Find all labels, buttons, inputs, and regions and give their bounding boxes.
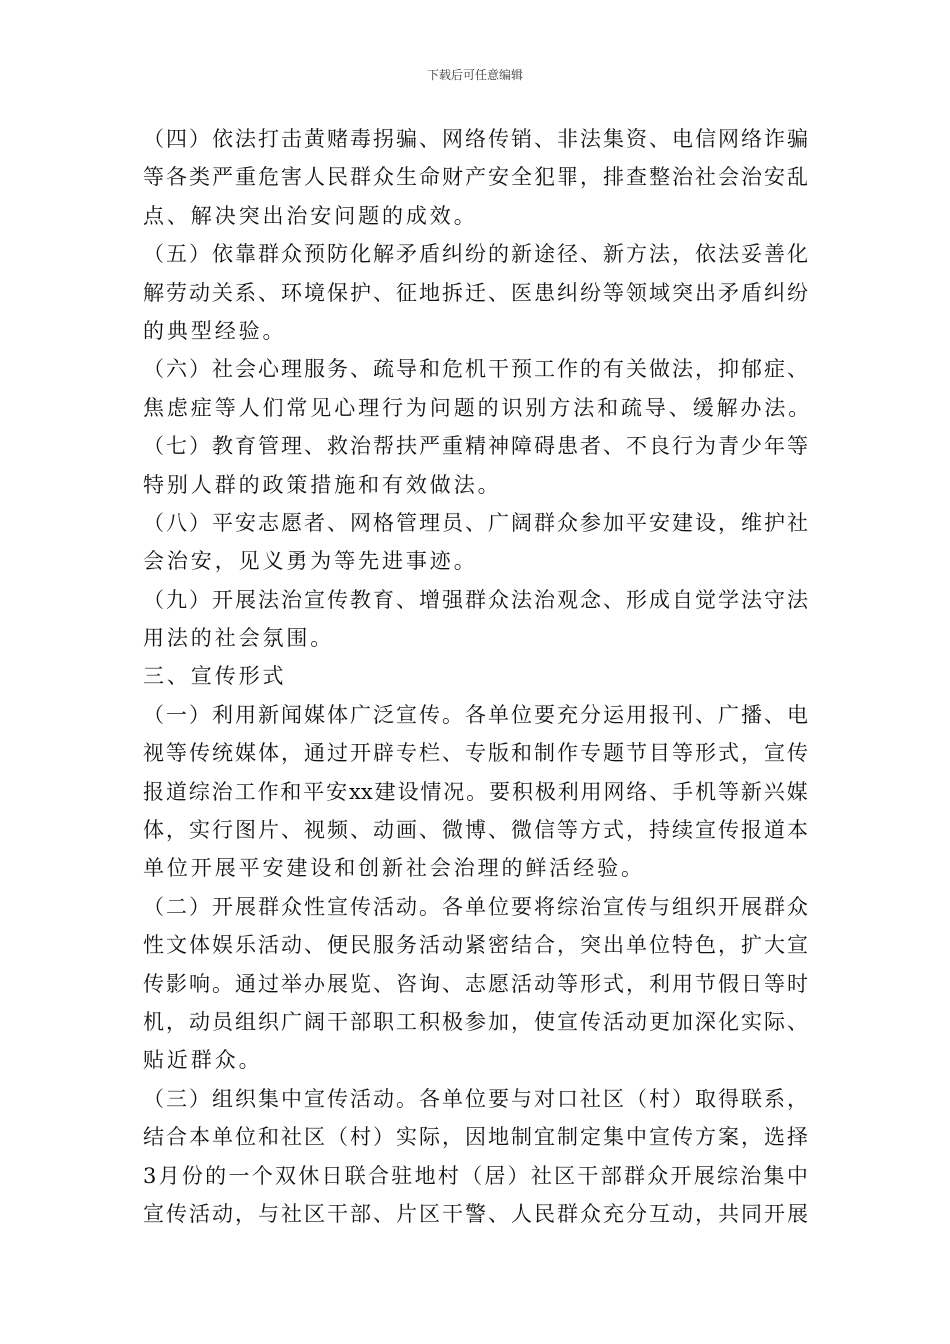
text-line: 宣 传 活 动 ， 与 社 区 干 部 、 片 区 干 警 、 人 民 群 众 充 分 互 动 ， 共 同 开 展 bbox=[143, 1201, 808, 1226]
document-body bbox=[143, 120, 813, 1233]
text-line: 会治安，见义勇为等先进事迹。 bbox=[143, 549, 478, 574]
text-line: 机 ， 动 员 组 织 广 阔 干 部 职 工 积 极 参 加 ， 使 宣 传 活 动 更 加 深 化 实 际 、 bbox=[143, 1009, 808, 1034]
text-line: 性 文 体 娱 乐 活 动 、 便 民 服 务 活 动 紧 密 结 合 ， 突 出 单 位 特 色 ， 扩 大 宣 bbox=[143, 933, 808, 958]
text-line: （ 五 ） 依 靠 群 众 预 防 化 解 矛 盾 纠 纷 的 新 途 径 、 新 方 法 ， 依 法 妥 善 化 bbox=[143, 242, 808, 267]
text-line: 报 道 综 治 工 作 和 平 安 xx 建 设 情 况 。 要 积 极 利 用 网 络 、 手 机 等 新 兴 媒 bbox=[143, 779, 808, 804]
page-header: 下载后可任意编辑 bbox=[426, 68, 523, 82]
text-line: （ 七 ） 教 育 管 理 、 救 治 帮 扶 严 重 精 神 障 碍 患 者 、 不 良 行 为 青 少 年 等 bbox=[143, 434, 808, 459]
text-line: 视 等 传 统 媒 体 ， 通 过 开 辟 专 栏 、 专 版 和 制 作 专 题 节 目 等 形 式 ， 宣 传 bbox=[143, 741, 808, 766]
text-line: （ 九 ） 开 展 法 治 宣 传 教 育 、 增 强 群 众 法 治 观 念 、 形 成 自 觉 学 法 守 法 bbox=[143, 587, 808, 612]
text-line: 特别人群的政策措施和有效做法。 bbox=[143, 472, 502, 497]
text-line: 用法的社会氛围。 bbox=[143, 626, 335, 651]
text-line: 点、解决突出治安问题的成效。 bbox=[143, 203, 478, 228]
text-line: 的典型经验。 bbox=[143, 318, 287, 343]
text-line: 传 影 响 。 通 过 举 办 展 览 、 咨 询 、 志 愿 活 动 等 形 式 ， 利 用 节 假 日 等 时 bbox=[143, 971, 808, 996]
text-line: （ 八 ） 平 安 志 愿 者 、 网 格 管 理 员 、 广 阔 群 众 参 加 平 安 建 设 ， 维 护 社 bbox=[143, 510, 808, 535]
text-line: （ 六 ） 社 会 心 理 服 务 、 疏 导 和 危 机 干 预 工 作 的 有 关 做 法 ， 抑 郁 症 、 bbox=[143, 357, 808, 382]
text-line: （ 四 ） 依 法 打 击 黄 赌 毒 拐 骗 、 网 络 传 销 、 非 法 集 资 、 电 信 网 络 诈 骗 bbox=[143, 127, 808, 151]
text-line: （ 一 ） 利 用 新 闻 媒 体 广 泛 宣 传 。 各 单 位 要 充 分 运 用 报 刊 、 广 播 、 电 bbox=[143, 702, 808, 727]
text-line: （ 二 ） 开 展 群 众 性 宣 传 活 动 。 各 单 位 要 将 综 治 宣 传 与 组 织 开 展 群 众 bbox=[143, 894, 808, 919]
text-line: 三、宣传形式 bbox=[143, 664, 287, 689]
text-line: 贴近群众。 bbox=[143, 1048, 263, 1073]
text-line: 解 劳 动 关 系 、 环 境 保 护 、 征 地 拆 迁 、 医 患 纠 纷 等 领 域 突 出 矛 盾 纠 纷 bbox=[143, 280, 808, 305]
text-line: （ 三 ） 组 织 集 中 宣 传 活 动 。 各 单 位 要 与 对 口 社 区 （ 村 ） 取 得 联 系 ， bbox=[143, 1086, 808, 1111]
text-line: 3 月 份 的 一 个 双 休 日 联 合 驻 地 村 （ 居 ） 社 区 干 部 群 众 开 展 综 治 集 中 bbox=[143, 1163, 808, 1188]
text-line: 单位开展平安建设和创新社会治理的鲜活经验。 bbox=[143, 856, 645, 881]
text-line: 结 合 本 单 位 和 社 区 （ 村 ） 实 际 ， 因 地 制 宜 制 定 集 中 宣 传 方 案 ， 选 择 bbox=[143, 1125, 808, 1150]
text-line: 焦虑症等人们常见心理行为问题的识别方法和疏导、缓解办法。 bbox=[143, 395, 813, 420]
text-line: 等 各 类 严 重 危 害 人 民 群 众 生 命 财 产 安 全 犯 罪 ， 排 查 整 治 社 会 治 安 乱 bbox=[143, 165, 808, 190]
text-line: 体 ， 实 行 图 片 、 视 频 、 动 画 、 微 博 、 微 信 等 方 式 ， 持 续 宣 传 报 道 本 bbox=[143, 818, 808, 843]
